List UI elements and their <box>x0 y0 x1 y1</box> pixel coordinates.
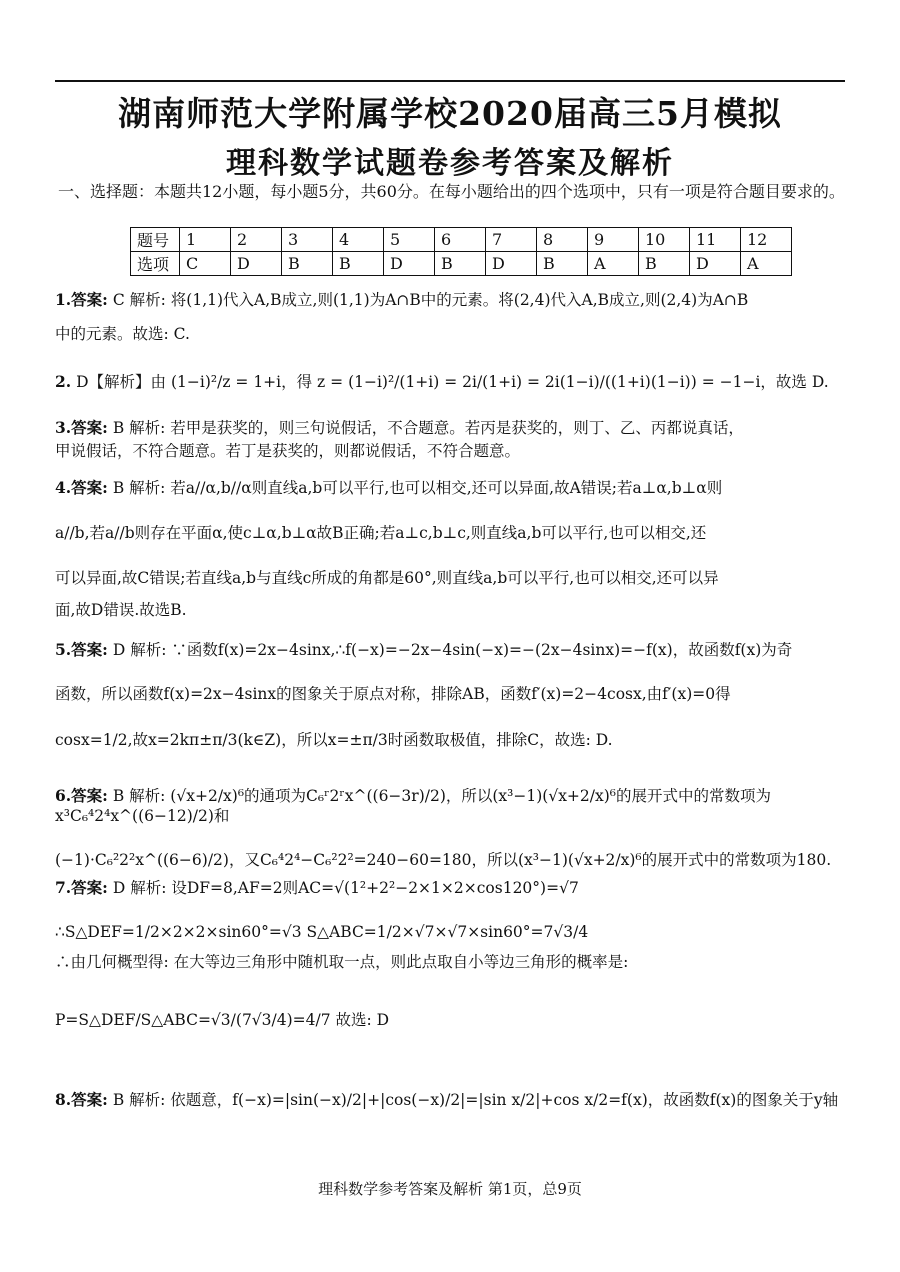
question-8 <box>55 1090 847 1110</box>
question-3-line-1 <box>55 418 847 438</box>
table-number-cell: 11 <box>690 228 741 252</box>
table-answer-cell: D <box>486 252 537 276</box>
question-number: 8.答案: <box>55 1090 108 1109</box>
question-3 <box>55 418 847 461</box>
section-intro: 一、选择题：本题共12小题，每小题5分，共60分。在每小题给出的四个选项中，只有一项是符合题目要求的。 <box>58 182 845 201</box>
top-rule <box>55 80 845 82</box>
question-4-line-1 <box>55 478 847 498</box>
question-text: D 解析: 设DF=8,AF=2则AC=√(1²+2²−2×1×2×cos120°)=√7 <box>112 879 579 897</box>
question-4-line-3: 可以异面,故C错误;若直线a,b与直线c所成的角都是60°,则直线a,b可以平行,也可以相交,还可以异 <box>55 569 719 587</box>
question-1 <box>55 290 847 344</box>
question-3-line-2: 甲说假话，不符合题意。若丁是获奖的，则都说假话，不符合题意。 <box>55 442 521 460</box>
table-answer-cell: D <box>231 252 282 276</box>
question-number: 6.答案: <box>55 786 108 805</box>
table-answer-cell: D <box>384 252 435 276</box>
table-number-cell: 6 <box>435 228 486 252</box>
table-number-cell: 10 <box>639 228 690 252</box>
question-6-line-2: (−1)·C₆²2²x^((6−6)/2)，又C₆⁴2⁴−C₆²2²=240−60=180，所以(x³−1)(√x+2/x)⁶的展开式中的常数项为180. <box>55 851 832 869</box>
question-5-line-1 <box>55 640 847 660</box>
answer-table <box>130 227 792 276</box>
table-answer-cell: B <box>537 252 588 276</box>
question-number: 3.答案: <box>55 418 108 437</box>
table-number-cell: 12 <box>741 228 792 252</box>
question-number: 5.答案: <box>55 640 108 659</box>
page-footer: 理科数学参考答案及解析 第1页，总9页 <box>318 1180 582 1198</box>
table-answer-cell: B <box>282 252 333 276</box>
question-number: 4.答案: <box>55 478 108 497</box>
question-7-line-3: ∴由几何概型得: 在大等边三角形中随机取一点，则此点取自小等边三角形的概率是: <box>55 953 629 971</box>
question-text: D 解析: ∵函数f(x)=2x−4sinx,∴f(−x)=−2x−4sin(−x)=−(2x−4sinx)=−f(x)，故函数f(x)为奇 <box>112 641 793 659</box>
question-text: B 解析: 若a//α,b//α则直线a,b可以平行,也可以相交,还可以异面,故A错误;若a⊥α,b⊥α则 <box>112 479 723 497</box>
answer-table-header-row <box>131 228 792 252</box>
question-7-line-1 <box>55 878 847 898</box>
question-text: B 解析: 若甲是获奖的，则三句说假话，不合题意。若丙是获奖的，则丁、乙、丙都说真话， <box>112 419 744 437</box>
question-6 <box>55 786 847 870</box>
question-5-line-2: 函数，所以函数f(x)=2x−4sinx的图象关于原点对称，排除AB，函数f′(x)=2−4cosx,由f′(x)=0得 <box>55 685 731 703</box>
question-number: 1.答案: <box>55 290 108 309</box>
table-number-cell: 1 <box>180 228 231 252</box>
table-answer-cell: D <box>690 252 741 276</box>
question-text: D【解析】由 (1−i)²/z = 1+i，得 z = (1−i)²/(1+i) = 2i/(1+i) = 2i(1−i)/((1+i)(1−i)) = −1−i，故选 D. <box>76 373 829 391</box>
table-label-answer: 选项 <box>131 252 180 276</box>
answer-table-answer-row <box>131 252 792 276</box>
question-1-line-1 <box>55 290 847 310</box>
table-answer-cell: B <box>639 252 690 276</box>
question-1-line-2: 中的元素。故选: C. <box>55 325 190 343</box>
question-text: B 解析: (√x+2/x)⁶的通项为C₆ʳ2ʳx^((6−3r)/2)，所以(x³−1)(√x+2/x)⁶的展开式中的常数项为x³C₆⁴2⁴x^((6−12)/2)和 <box>55 787 772 825</box>
question-4-line-4: 面,故D错误.故选B. <box>55 601 187 619</box>
table-answer-cell: A <box>588 252 639 276</box>
question-5 <box>55 640 847 750</box>
table-label-number: 题号 <box>131 228 180 252</box>
question-6-line-1 <box>55 786 847 826</box>
table-number-cell: 9 <box>588 228 639 252</box>
question-text: B 解析: 依题意，f(−x)=|sin(−x)/2|+|cos(−x)/2|=|sin x/2|+cos x/2=f(x)，故函数f(x)的图象关于y轴 <box>112 1091 839 1109</box>
question-number: 2. <box>55 372 72 391</box>
table-number-cell: 4 <box>333 228 384 252</box>
question-2 <box>55 372 847 392</box>
question-text: C 解析: 将(1,1)代入A,B成立,则(1,1)为A∩B中的元素。将(2,4)代入A,B成立,则(2,4)为A∩B <box>112 291 749 309</box>
question-7 <box>55 878 847 1030</box>
table-number-cell: 3 <box>282 228 333 252</box>
question-4-line-2: a//b,若a//b则存在平面α,使c⊥α,b⊥α故B正确;若a⊥c,b⊥c,则直线a,b可以平行,也可以相交,还 <box>55 524 707 542</box>
question-7-line-4: P=S△DEF/S△ABC=√3/(7√3/4)=4/7 故选: D <box>55 1011 390 1029</box>
title-line1: 湖南师范大学附属学校2020届高三5月模拟 <box>118 94 782 133</box>
table-number-cell: 5 <box>384 228 435 252</box>
table-number-cell: 8 <box>537 228 588 252</box>
table-answer-cell: B <box>435 252 486 276</box>
table-number-cell: 2 <box>231 228 282 252</box>
question-4 <box>55 478 847 620</box>
title-line2: 理科数学试题卷参考答案及解析 <box>226 146 674 181</box>
table-answer-cell: C <box>180 252 231 276</box>
question-7-line-2: ∴S△DEF=1/2×2×2×sin60°=√3 S△ABC=1/2×√7×√7×sin60°=7√3/4 <box>55 923 589 941</box>
question-number: 7.答案: <box>55 878 108 897</box>
question-5-line-3: cosx=1/2,故x=2kπ±π/3(k∈Z)，所以x=±π/3时函数取极值，排除C，故选: D. <box>55 731 613 749</box>
table-answer-cell: A <box>741 252 792 276</box>
table-answer-cell: B <box>333 252 384 276</box>
table-number-cell: 7 <box>486 228 537 252</box>
